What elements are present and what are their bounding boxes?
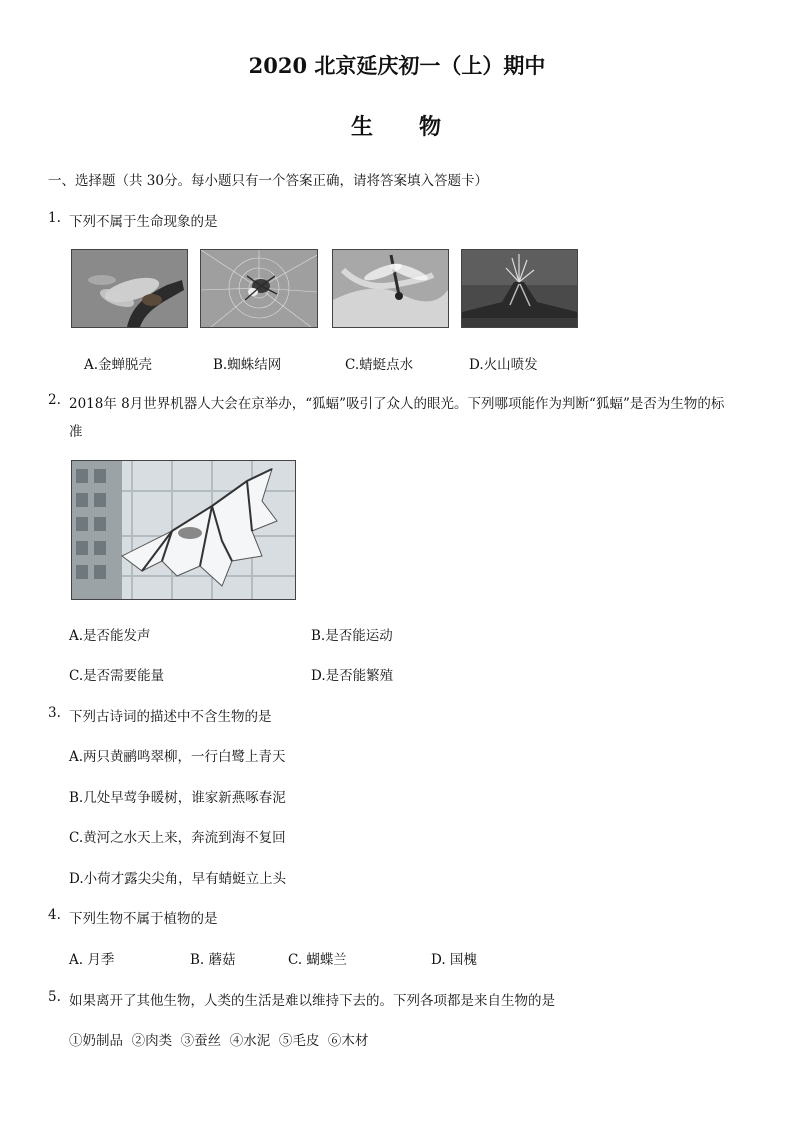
volcano-eruption-photo (461, 249, 578, 328)
subject-char: 生 (350, 114, 375, 140)
question-items: ①奶制品 ②肉类 ③蚕丝 ④水泥 ⑤毛皮 ⑥木材 (69, 1033, 369, 1049)
option-d: D.小荷才露尖尖角，早有蜻蜓立上头 (69, 871, 287, 887)
option-a: A. 月季 (69, 952, 115, 968)
question-stem: 下列生物不属于植物的是 (69, 911, 218, 927)
question-stem: 如果离开了其他生物，人类的生活是难以维持下去的。下列各项都是来自生物的是 (69, 993, 555, 1009)
question-number: 3. (48, 705, 61, 721)
question-number: 4. (48, 907, 61, 923)
question-stem: 下列古诗词的描述中不含生物的是 (69, 709, 272, 725)
option-a: A.金蝉脱壳 (84, 357, 153, 373)
option-c: C.是否需要能量 (69, 668, 165, 684)
section-heading: 一、选择题（共 30分。每小题只有一个答案正确，请将答案填入答题卡） (48, 173, 488, 189)
question-number: 2. (48, 392, 61, 408)
spider-web-photo (200, 249, 318, 328)
page-title: 2020 北京延庆初一（上）期中 (248, 53, 546, 78)
question-stem-continued: 准 (69, 424, 83, 440)
cicada-molting-photo (71, 249, 188, 328)
option-d: D.是否能繁殖 (311, 668, 394, 684)
question-stem: 2018年 8月世界机器人大会在京举办，“狐蝠”吸引了众人的眼光。下列哪项能作为判断“狐蝠”是否为生物的标 (69, 396, 725, 412)
option-b: B.蜘蛛结网 (213, 357, 282, 373)
option-d: D.火山喷发 (469, 357, 538, 373)
robot-bat-photo (71, 460, 296, 600)
option-c: C.蜻蜓点水 (345, 357, 414, 373)
option-b: B. 蘑菇 (190, 952, 236, 968)
question-number: 1. (48, 210, 61, 226)
subject-heading (0, 110, 794, 141)
subject-char: 物 (419, 114, 444, 140)
option-b: B.几处早莺争暖树，谁家新燕啄春泥 (69, 790, 286, 806)
option-a: A.两只黄鹂鸣翠柳，一行白鹭上青天 (69, 749, 286, 765)
option-a: A.是否能发声 (69, 628, 151, 644)
option-d: D. 国槐 (431, 952, 477, 968)
option-c: C. 蝴蝶兰 (288, 952, 347, 968)
option-c: C.黄河之水天上来，奔流到海不复回 (69, 830, 286, 846)
question-number: 5. (48, 989, 61, 1005)
dragonfly-water-photo (332, 249, 449, 328)
option-b: B.是否能运动 (311, 628, 393, 644)
question-stem: 下列不属于生命现象的是 (69, 214, 218, 230)
